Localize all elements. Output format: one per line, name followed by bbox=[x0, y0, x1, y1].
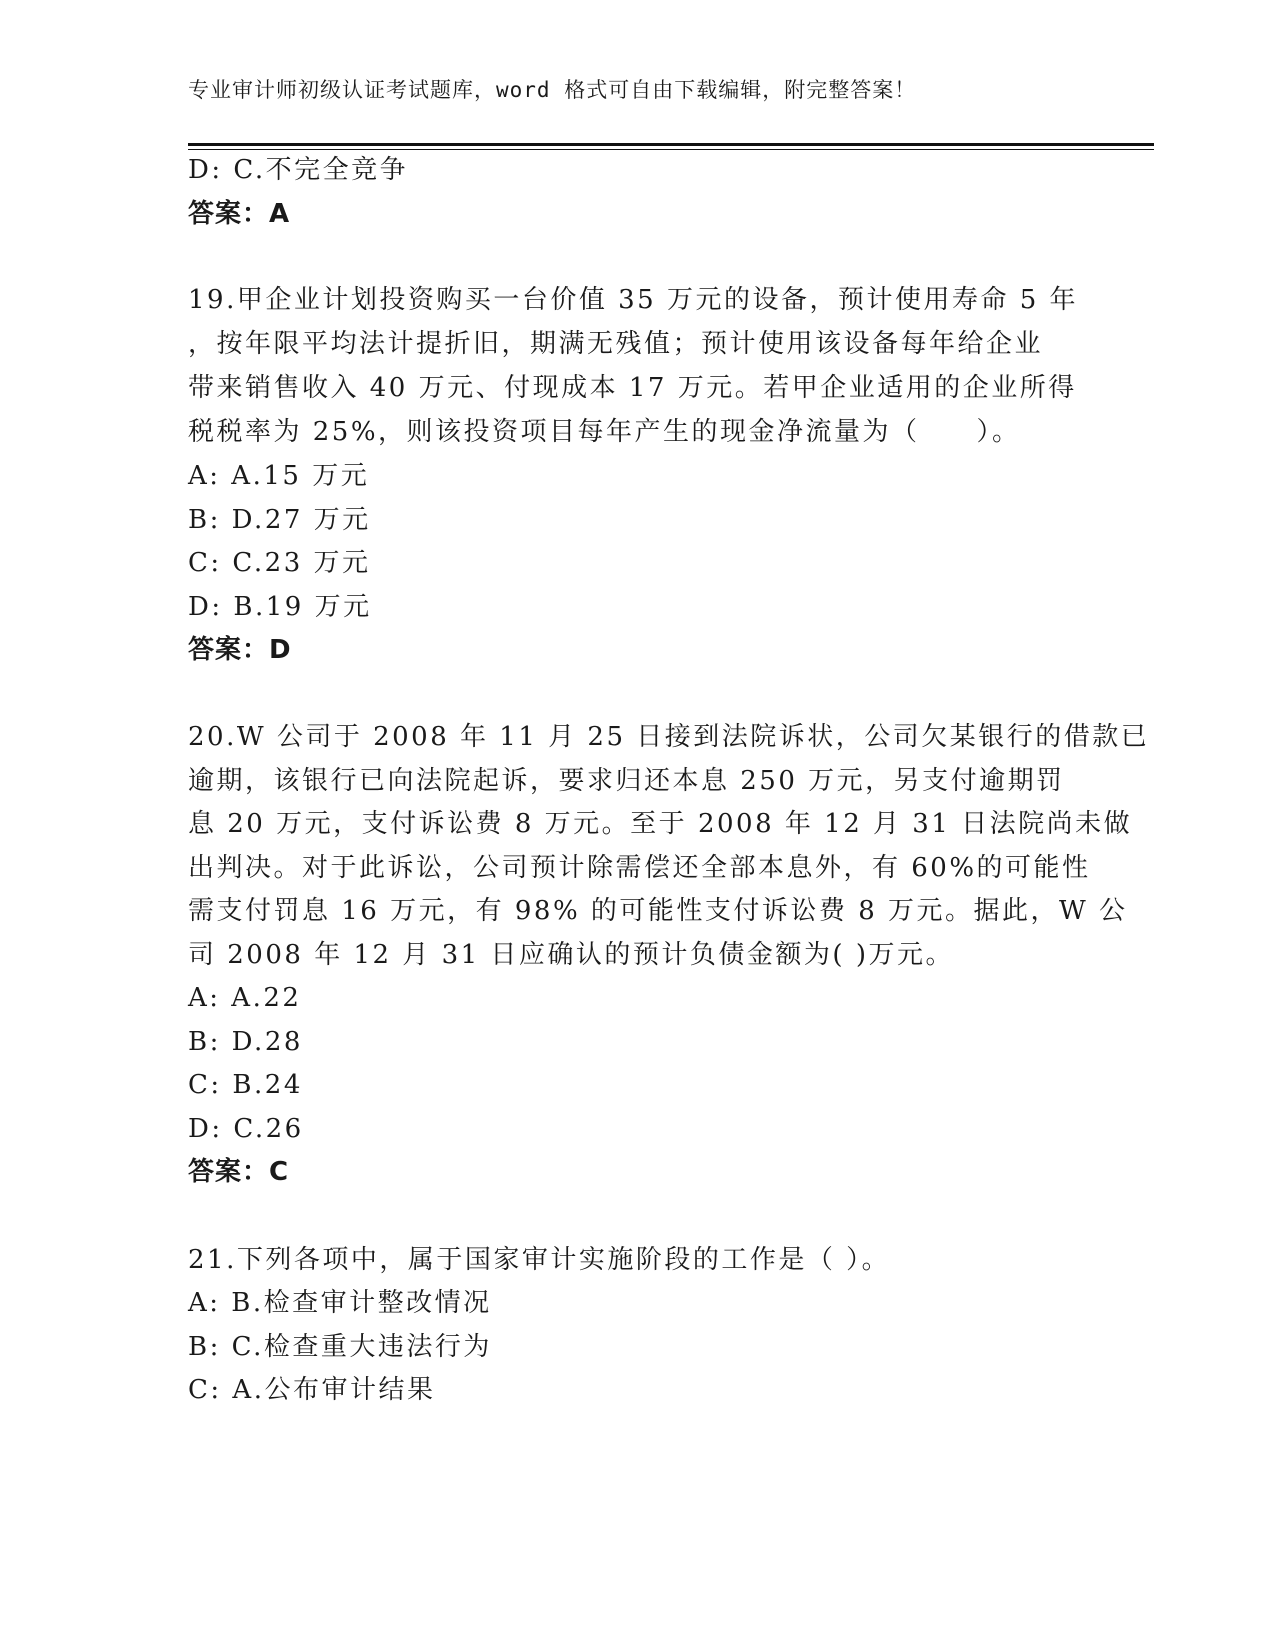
prev-option-d: D: C.不完全竞争 bbox=[188, 155, 409, 185]
q19-stem-line-2: ，按年限平均法计提折旧，期满无残值；预计使用该设备每年给企业 bbox=[188, 329, 1044, 359]
q19-answer: 答案：D bbox=[188, 635, 292, 665]
q20-option-a: A: A.22 bbox=[188, 983, 302, 1013]
q19-option-c: C: C.23 万元 bbox=[188, 548, 371, 578]
q20-answer: 答案：C bbox=[188, 1157, 290, 1187]
page-header: 专业审计师初级认证考试题库，word 格式可自由下载编辑，附完整答案！ bbox=[188, 78, 917, 102]
q19-stem-line-1: 19.甲企业计划投资购买一台价值 35 万元的设备，预计使用寿命 5 年 bbox=[188, 285, 1079, 315]
q20-stem-line-6: 司 2008 年 12 月 31 日应确认的预计负债金额为( )万元。 bbox=[188, 940, 954, 970]
q19-stem-line-4: 税税率为 25%，则该投资项目每年产生的现金净流量为（ ）。 bbox=[188, 417, 1021, 447]
q20-stem-line-4: 出判决。对于此诉讼，公司预计除需偿还全部本息外，有 60%的可能性 bbox=[188, 853, 1091, 883]
header-divider-thin bbox=[188, 149, 1154, 150]
q20-option-d: D: C.26 bbox=[188, 1114, 304, 1144]
q19-option-d: D: B.19 万元 bbox=[188, 592, 372, 622]
q19-stem-line-3: 带来销售收入 40 万元、付现成本 17 万元。若甲企业适用的企业所得 bbox=[188, 373, 1077, 403]
q19-option-b: B: D.27 万元 bbox=[188, 505, 371, 535]
header-divider-thick bbox=[188, 143, 1154, 146]
q21-stem-line-1: 21.下列各项中，属于国家审计实施阶段的工作是（ ）。 bbox=[188, 1245, 891, 1275]
q20-stem-line-2: 逾期，该银行已向法院起诉，要求归还本息 250 万元，另支付逾期罚 bbox=[188, 766, 1065, 796]
q21-option-b: B: C.检查重大违法行为 bbox=[188, 1332, 492, 1362]
q20-option-c: C: B.24 bbox=[188, 1070, 303, 1100]
q20-stem-line-3: 息 20 万元，支付诉讼费 8 万元。至于 2008 年 12 月 31 日法院尚未做 bbox=[188, 809, 1133, 839]
q21-option-a: A: B.检查审计整改情况 bbox=[188, 1288, 492, 1318]
q20-option-b: B: D.28 bbox=[188, 1027, 303, 1057]
q21-option-c: C: A.公布审计结果 bbox=[188, 1375, 436, 1405]
q20-stem-line-5: 需支付罚息 16 万元，有 98% 的可能性支付诉讼费 8 万元。据此，W 公 bbox=[188, 896, 1128, 926]
q19-option-a: A: A.15 万元 bbox=[188, 461, 370, 491]
q20-stem-line-1: 20.W 公司于 2008 年 11 月 25 日接到法院诉状，公司欠某银行的借款已 bbox=[188, 722, 1150, 752]
prev-answer: 答案：A bbox=[188, 199, 291, 229]
